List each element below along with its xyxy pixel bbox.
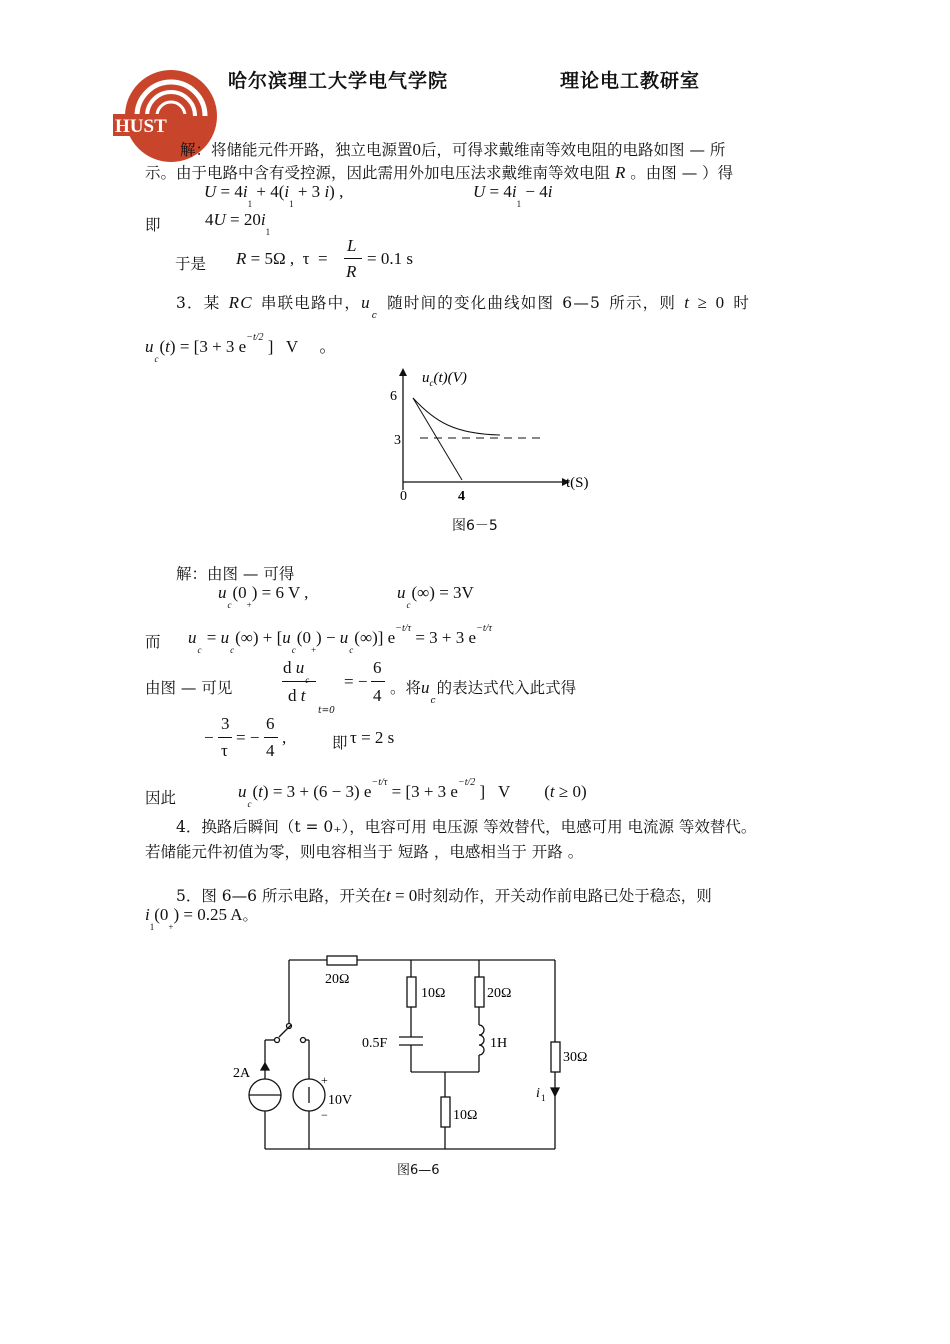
tau-frac-num: 3	[221, 714, 230, 733]
tau-frac-bar	[218, 737, 232, 738]
label-r20: 20Ω	[487, 986, 512, 1001]
label-r10b: 10Ω	[453, 1108, 478, 1123]
label-r30: 30Ω	[563, 1050, 588, 1065]
sol3-eq3: $u_c = u_c(\infty) + [u_c(0_+) - u_c(\infty)] e^{-t/\tau} = 3 + 3$ $e^{-t/\tau}$	[188, 623, 492, 655]
q5-line1: 5．图 6—6 所示电路，开关在t = 0时刻动作，开关动作前电路已处于稳态，则	[176, 886, 712, 905]
q4-line1: 4．换路后瞬间（t = 0₊），电容可用 电压源 等效替代，电感可用 电流源 等效替代。	[176, 818, 757, 836]
label-i1: i	[536, 1086, 540, 1101]
header-left: 哈尔滨理工大学电气学院	[228, 70, 449, 92]
figure-6-6	[225, 945, 615, 1160]
eq-4-frac-den: R	[346, 262, 357, 281]
q3-answer: $u_c(t) = [3 + 3$ $e^{-t/2}$ ] V 。	[145, 332, 337, 364]
logo-text: HUST	[115, 116, 167, 137]
sol3-eq2: $u_c(\infty) = 3V$	[397, 583, 474, 610]
eq-4-frac-bar	[344, 258, 362, 259]
final-eq: $u_c(t) = 3 + (6 - 3) e^{-t/\tau} = [3 + 3$ $e^{-t/2}$ ] V (t ≥ 0)	[238, 777, 587, 809]
eq-3: $4U = 20i_1$	[205, 210, 271, 237]
fig65-tick-0: 0	[400, 489, 407, 504]
fig65-caption: 图6－5	[452, 518, 498, 534]
tau-frac-den: τ	[221, 741, 228, 760]
jiang-text: 。将$u_c$的表达式代入此式得	[390, 678, 577, 706]
label-youtu: 由图 — 可见	[145, 679, 233, 697]
deriv-bar	[282, 681, 316, 682]
eq-2: $U = 4i_1 - 4i$	[473, 182, 553, 209]
fig66-caption: 图6—6	[397, 1163, 440, 1178]
fig65-tick-3: 3	[394, 433, 401, 448]
tau-result: τ = 2 s	[350, 728, 395, 747]
q5-answer: $i_1(0_+) = 0.25$ A。	[145, 905, 258, 932]
label-isrc: 2A	[233, 1066, 251, 1081]
label-yushi: 于是	[175, 255, 207, 273]
q3-line: 3．某 RC 串联电路中，$u_c$ 随时间的变化曲线如图 6—5 所示，则 t ≥ 0 时	[176, 293, 751, 321]
deriv-frac-den: 4	[373, 686, 382, 705]
fig65-tick-4: 4	[458, 489, 465, 504]
tau-eq-mid: = −	[236, 728, 260, 747]
tau-frac2-bar	[264, 737, 278, 738]
eq-1: $U = 4i_1 + 4(i_1 + 3$ i) ,	[204, 182, 344, 209]
deriv-frac-bar	[371, 681, 385, 682]
label-jishi: 即	[332, 734, 348, 752]
label-plus: +	[321, 1073, 328, 1087]
label-ji: 即	[145, 216, 161, 234]
para-1: 解：将储能元件开路，独立电源置0后，可得求戴维南等效电阻的电路如图 — 所	[180, 140, 726, 159]
deriv-eval: t=0	[318, 706, 335, 716]
label-minus: −	[321, 1108, 328, 1122]
eq-4-result: = 0.1 s	[367, 249, 413, 268]
tau-eq-minus: −	[204, 728, 214, 747]
sol3-intro: 解：由图 — 可得	[176, 565, 295, 583]
figure-6-5	[380, 362, 610, 537]
deriv-eq: = −	[344, 672, 368, 691]
label-er: 而	[145, 633, 161, 651]
header-right: 理论电工教研室	[560, 70, 701, 92]
fig65-xlabel: t(S)	[566, 475, 589, 491]
label-cap: 0.5F	[362, 1036, 388, 1051]
label-r-top: 20Ω	[325, 972, 350, 987]
label-vsrc: 10V	[328, 1093, 353, 1108]
para-1b: 示。由于电路中含有受控源，因此需用外加电压法求戴维南等效电阻 R 。由图 — ）得	[145, 163, 734, 182]
tau-comma: ,	[282, 728, 287, 747]
label-ind: 1H	[490, 1036, 508, 1051]
label-yinci: 因此	[145, 789, 177, 807]
eq-4-frac-num: L	[347, 236, 357, 255]
tau-frac2-num: 6	[266, 714, 275, 733]
deriv-num: d $u_c$	[283, 658, 310, 685]
tau-frac2-den: 4	[266, 741, 275, 760]
fig65-ylabel: $u_c(t)(V)$	[422, 370, 467, 388]
deriv-den: d t	[288, 686, 306, 705]
label-r10a: 10Ω	[421, 986, 446, 1001]
sol3-eq1: $u_c(0_+) = 6$ V ,	[218, 583, 309, 610]
label-i1-sub: 1	[541, 1093, 546, 1103]
deriv-frac-num: 6	[373, 658, 382, 677]
q4-line2: 若储能元件初值为零，则电容相当于 短路 ，电感相当于 开路 。	[145, 843, 584, 861]
fig65-tick-6: 6	[390, 389, 397, 404]
eq-4: R = 5Ω , τ =	[236, 249, 328, 268]
